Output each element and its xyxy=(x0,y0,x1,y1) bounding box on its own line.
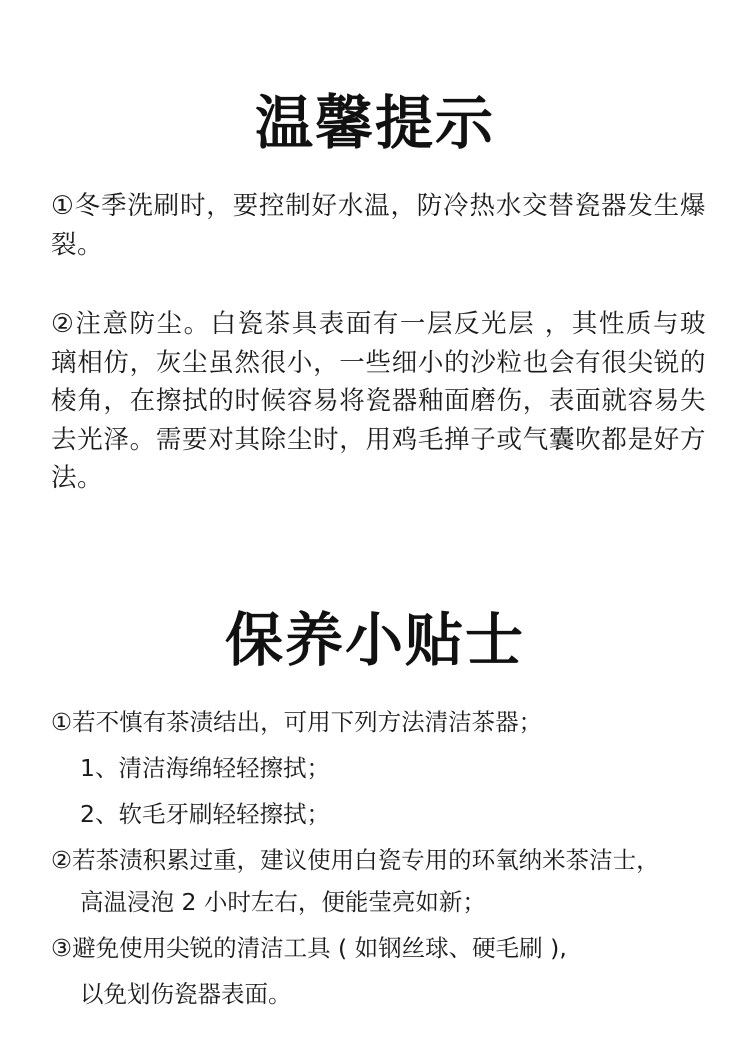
tip-item-heavy-stain-continued: 高温浸泡 2 小时左右，便能莹亮如新； xyxy=(80,888,486,916)
tip-item-tea-stain: ①若不慎有茶渍结出，可用下列方法清洁茶器； xyxy=(51,708,543,736)
notice-paragraph-winter-washing: ①冬季洗刷时，要控制好水温，防冷热水交替瓷器发生爆裂。 xyxy=(51,191,706,260)
tip-subitem-toothbrush: 2、软毛牙刷轻轻擦拭； xyxy=(80,800,330,828)
tips-title: 保养小贴士 xyxy=(224,606,525,674)
tip-subitem-sponge: 1、清洁海绵轻轻擦拭； xyxy=(80,754,330,782)
notice-paragraph-dust-prevention: ②注意防尘。白瓷茶具表面有一层反光层 ，其性质与玻璃相仿，灰尘虽然很小，一些细小的沙粒也会有很尖锐的棱角，在擦拭的时候容易将瓷器釉面磨伤，表面就容易失去光泽。需要对其除尘时，用鸡毛掸子或气囊吹都是好方法。 xyxy=(51,309,706,493)
tip-item-heavy-stain: ②若茶渍积累过重，建议使用白瓷专用的环氧纳米茶洁士， xyxy=(51,846,660,874)
tip-item-avoid-sharp-tools-continued: 以免划伤瓷器表面。 xyxy=(80,980,292,1008)
tip-item-avoid-sharp-tools: ③避免使用尖锐的清洁工具 ( 如钢丝球、硬毛刷 ), xyxy=(51,934,567,962)
notice-title: 温馨提示 xyxy=(254,89,495,157)
